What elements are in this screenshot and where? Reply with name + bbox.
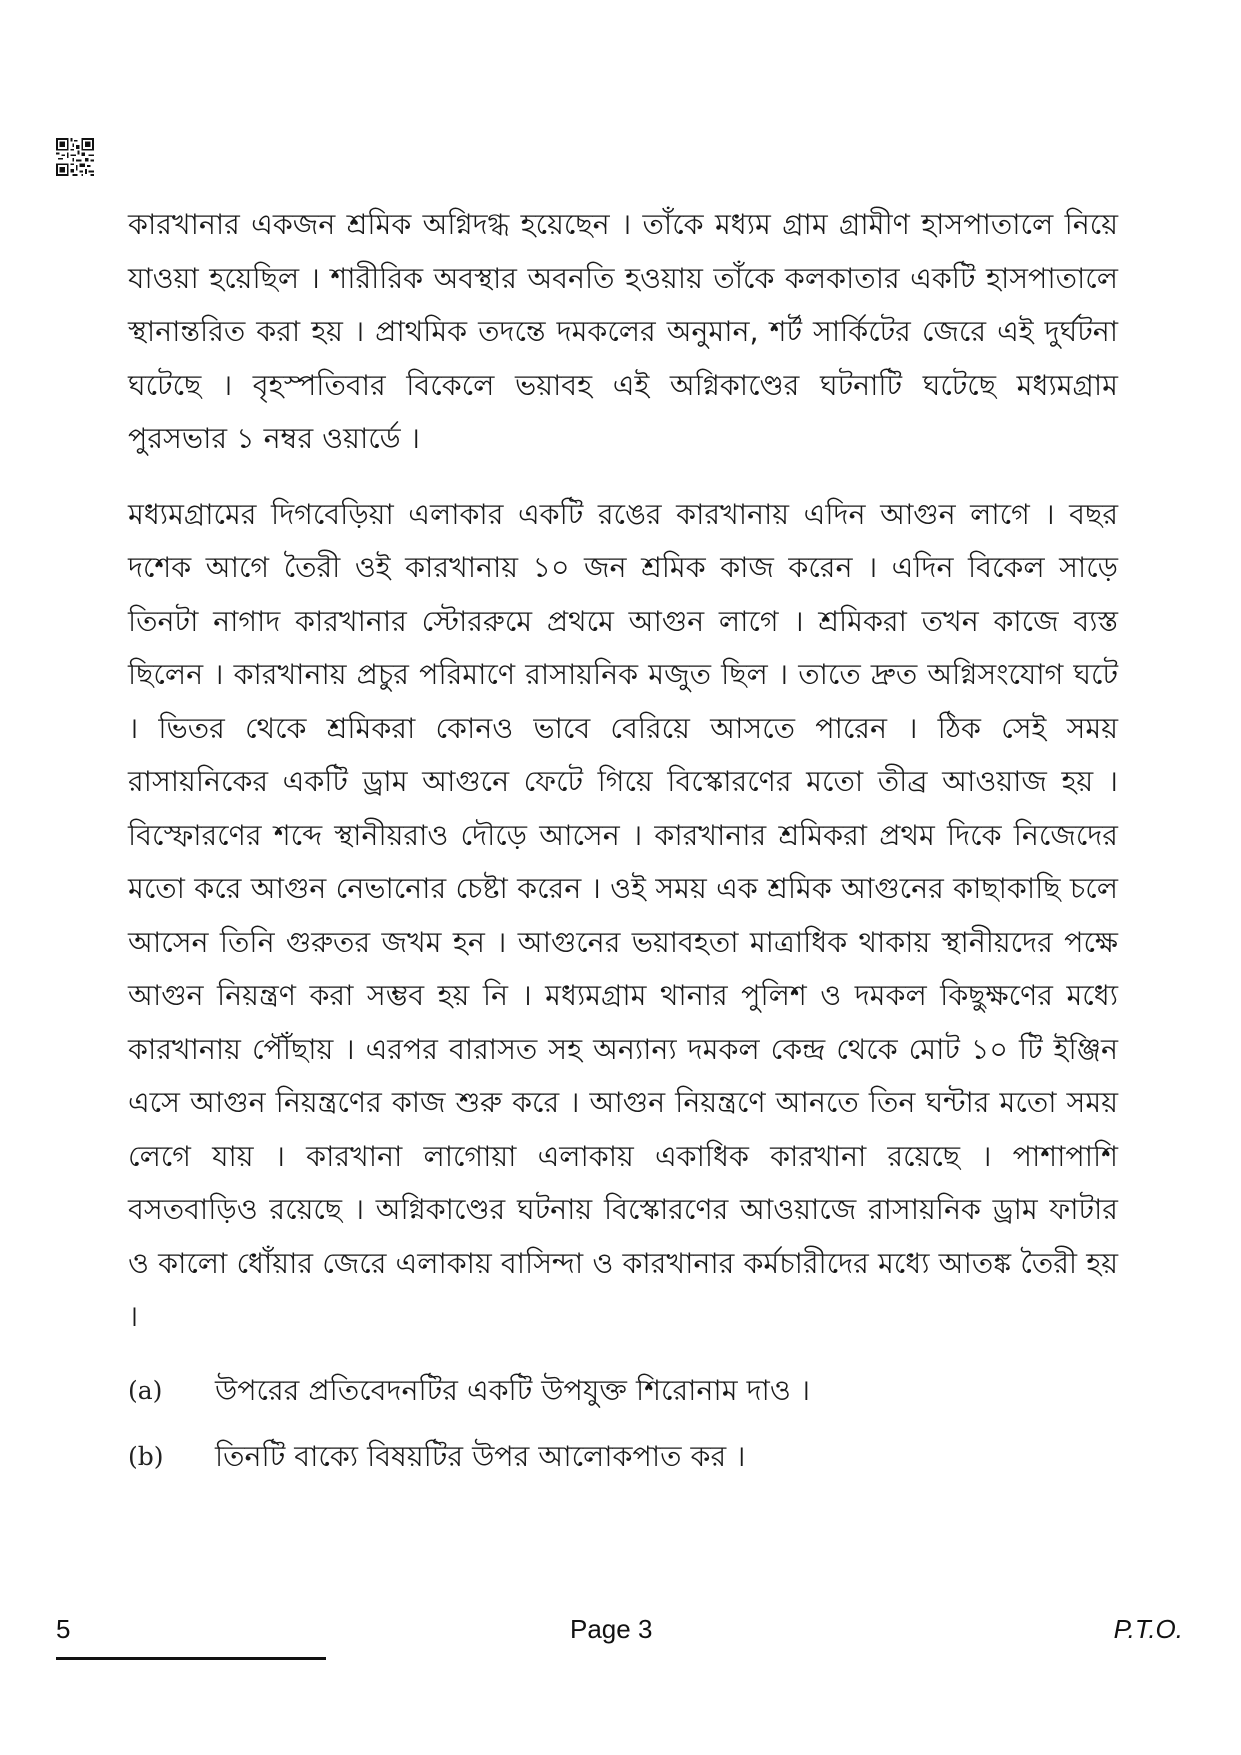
paragraph-1: কারখানার একজন শ্রমিক অগ্নিদগ্ধ হয়েছেন । তাঁকে মধ্যম গ্রাম গ্রামীণ হাসপাতালে নিয়ে যাওয়া হয়েছিল । শারীরিক অবস্থার অবনতি হওয়ায় তাঁকে কলকাতার একটি হাসপাতালে স্থানান্তরিত করা হয় । প্রাথমিক তদন্তে দমকলের অনুমান, শর্ট সার্কিটের জেরে এই দুর্ঘটনা ঘটেছে । বৃহস্পতিবার বিকেলে ভয়াবহ এই অগ্নিকাণ্ডের ঘটনাটি ঘটেছে মধ্যমগ্রাম পুরসভার ১ নম্বর ওয়ার্ডে । [128,208,1118,455]
qr-code-icon [56,138,94,176]
question-b [128,1424,1118,1490]
question-a [128,1358,1118,1424]
question-b-text: তিনটি বাক্যে বিষয়টির উপর আলোকপাত কর । [215,1439,746,1473]
footer-rule [56,1657,326,1660]
question-b-label: (b) [128,1441,164,1471]
footer-number: 5 [56,1614,71,1644]
footer-page-number: Page 3 [570,1614,653,1644]
question-list [128,1358,1118,1490]
paragraph-2: মধ্যমগ্রামের দিগবেড়িয়া এলাকার একটি রঙের কারখানায় এদিন আগুন লাগে । বছর দশেক আগে তৈরী ওই কারখানায় ১০ জন শ্রমিক কাজ করেন । এদিন বিকেল সাড়ে তিনটা নাগাদ কারখানার স্টোররুমে প্রথমে আগুন লাগে । শ্রমিকরা তখন কাজে ব্যস্ত ছিলেন । কারখানায় প্রচুর পরিমাণে রাসায়নিক মজুত ছিল । তাতে দ্রুত অগ্নিসংযোগ ঘটে । ভিতর থেকে শ্রমিকরা কোনও ভাবে বেরিয়ে আসতে পারেন । ঠিক সেই সময় রাসায়নিকের একটি ড্রাম আগুনে ফেটে গিয়ে বিস্কোরণের মতো তীব্র আওয়াজ হয় । বিস্ফোরণের শব্দে স্থানীয়রাও দৌড়ে আসেন । কারখানার শ্রমিকরা প্রথম দিকে নিজেদের মতো করে আগুন নেভানোর চেষ্টা করেন । ওই সময় এক শ্রমিক আগুনের কাছাকাছি চলে আসেন তিনি গুরুতর জখম হন । আগুনের ভয়াবহতা মাত্রাধিক থাকায় স্থানীয়দের পক্ষে আগুন নিয়ন্ত্রণ করা সম্ভব হয় নি । মধ্যমগ্রাম থানার পুলিশ ও দমকল কিছুক্ষণের মধ্যে কারখানায় পৌঁছায় । এরপর বারাসত সহ অন্যান্য দমকল কেন্দ্র থেকে মোট ১০ টি ইঞ্জিন এসে আগুন নিয়ন্ত্রণের কাজ শুরু করে । আগুন নিয়ন্ত্রণে আনতে তিন ঘন্টার মতো সময় লেগে যায় । কারখানা লাগোয়া এলাকায় একাধিক কারখানা রয়েছে । পাশাপাশি বসতবাড়িও রয়েছে । অগ্নিকাণ্ডের ঘটনায় বিস্কোরণের আওয়াজে রাসায়নিক ড্রাম ফাটার ও কালো ধোঁয়ার জেরে এলাকায় বাসিন্দা ও কারখানার কর্মচারীদের মধ্যে আতঙ্ক তৈরী হয় । [128,497,1118,1333]
footer-pto: P.T.O. [1113,1614,1183,1644]
passage [128,198,1118,1490]
question-a-label: (a) [128,1375,163,1405]
question-a-text: উপরের প্রতিবেদনটির একটি উপযুক্ত শিরোনাম দাও । [215,1373,811,1407]
